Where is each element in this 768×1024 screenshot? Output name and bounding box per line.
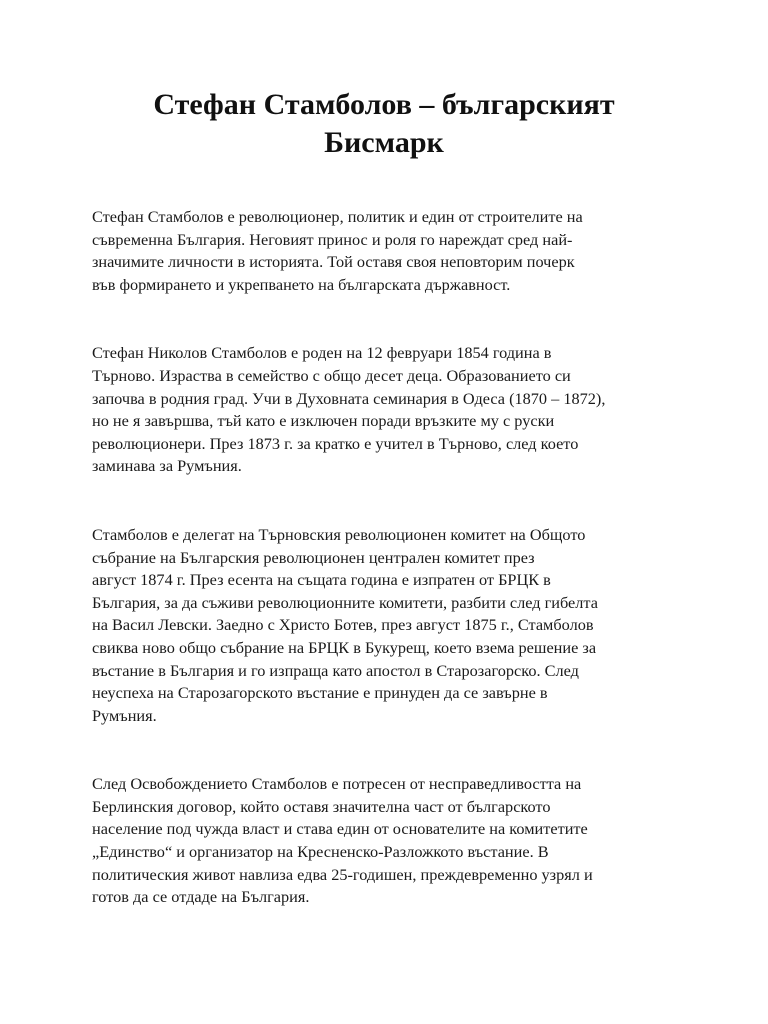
text-line: на Васил Левски. Заедно с Христо Ботев, през август 1875 г., Стамболов [92,615,594,635]
text-line: започва в родния град. Учи в Духовната семинария в Одеса (1870 – 1872), [92,388,606,408]
text-line: Берлинския договор, който оставя значителна част от българското [92,796,551,816]
paragraph-revolutionary [92,524,676,727]
document-title [92,0,676,162]
text-line: но не я завършва, тъй като е изключен поради връзките му с руски [92,411,555,431]
text-line: Стефан Стамболов е революционер, политик и един от строителите на [92,207,583,226]
text-line: население под чужда власт и става един от основателите на комитетите [92,819,588,839]
text-line: Стамболов е делегат на Търновския революционен комитет на Общото [92,524,586,544]
text-line: готов да се отдаде на България. [92,887,310,907]
text-line: революционери. През 1873 г. за кратко е учител в Търново, след което [92,433,579,453]
text-line: въстание в България и го изпраща като апостол в Старозагорско. След [92,660,579,680]
text-line: заминава за Румъния. [92,456,242,476]
title-line-1: Стефан Стамболов – българският [153,88,615,121]
text-line: политическия живот навлиза едва 25-годишен, преждевременно узрял и [92,864,593,884]
text-line: България, за да съживи революционните комитети, разбити след гибелта [92,592,598,612]
paragraph-after-liberation [92,773,676,909]
title-line-2: Бисмарк [324,126,444,159]
text-line: Търново. Израства в семейство с общо десет деца. Образованието си [92,365,571,385]
text-line: август 1874 г. През есента на същата година е изпратен от БРЦК в [92,570,551,590]
text-line: съвременна България. Неговият принос и роля го нареждат сред най- [92,229,573,249]
text-line: Стефан Николов Стамболов е роден на 12 февруари 1854 година в [92,343,552,363]
paragraph-intro [92,206,676,296]
text-line: Румъния. [92,705,157,725]
text-line: във формирането и укрепването на българската държавност. [92,274,511,294]
text-line: „Единство“ и организатор на Кресненско-Разложкото въстание. В [92,842,549,862]
paragraph-early-life [92,342,676,478]
text-line: неуспеха на Старозагорското въстание е принуден да се завърне в [92,683,548,703]
text-line: свиква ново общо събрание на БРЦК в Букурещ, което взема решение за [92,637,597,657]
text-line: След Освобождението Стамболов е потресен от несправедливостта на [92,774,582,794]
text-line: събрание на Българския революционен централен комитет през [92,547,535,567]
document-body [92,206,676,909]
text-line: значимите личности в историята. Той оставя своя неповторим почерк [92,252,575,272]
